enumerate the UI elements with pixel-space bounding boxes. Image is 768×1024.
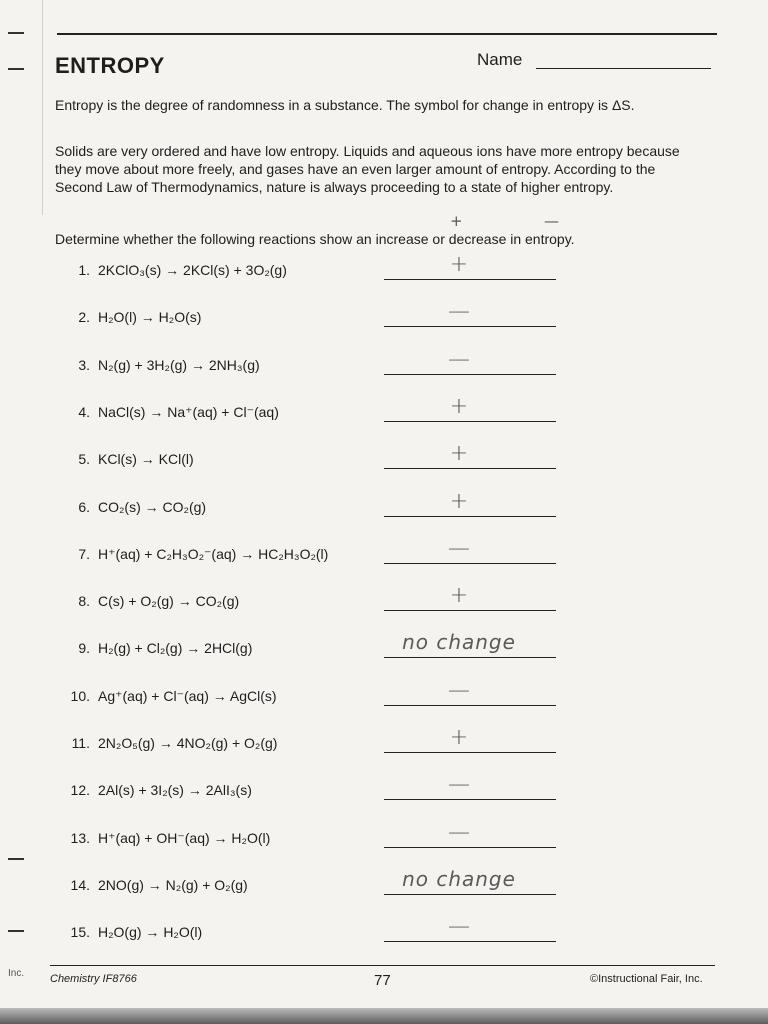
answer-blank[interactable]	[384, 705, 556, 706]
margin-mark	[8, 68, 24, 70]
reaction-number: 15.	[70, 924, 90, 940]
intro-paragraph-1: Entropy is the degree of randomness in a substance. The symbol for change in entropy is ΔS.	[55, 97, 635, 113]
reaction-equation: 2KClO₃(s) → 2KCl(s) + 3O₂(g)	[98, 262, 287, 278]
reaction-equation: H₂O(g) → H₂O(l)	[98, 924, 203, 940]
answer-value: —	[448, 772, 470, 797]
reaction-row	[56, 357, 386, 373]
page-title: ENTROPY	[55, 53, 165, 78]
answer-value: +	[449, 441, 469, 466]
reaction-equation: CO₂(s) → CO₂(g)	[98, 499, 207, 515]
page-number: 77	[374, 972, 391, 989]
reaction-row	[56, 688, 386, 705]
reaction-equation: KCl(s) → KCl(l)	[98, 451, 194, 467]
reaction-number: 3.	[78, 357, 90, 373]
reaction-equation: 2Al(s) + 3I₂(s) → 2AlI₃(s)	[98, 782, 252, 798]
answer-blank[interactable]	[384, 847, 556, 848]
reaction-number: 6.	[78, 499, 90, 515]
reaction-number: 7.	[78, 546, 90, 562]
reaction-row	[56, 830, 386, 847]
answer-value: —	[448, 299, 470, 324]
reaction-equation: H₂(g) + Cl₂(g) → 2HCl(g)	[98, 640, 253, 656]
reaction-equation: N₂(g) + 3H₂(g) → 2NH₃(g)	[98, 357, 260, 373]
reaction-equation: 2NO(g) → N₂(g) + O₂(g)	[98, 877, 248, 893]
reaction-row	[56, 404, 386, 421]
answer-value: —	[448, 914, 470, 939]
reaction-equation: C(s) + O₂(g) → CO₂(g)	[98, 593, 240, 609]
name-label: Name	[477, 50, 523, 69]
edge-text: Inc.	[8, 968, 25, 979]
answer-value: no change	[402, 630, 516, 654]
reaction-row	[56, 640, 386, 656]
reaction-number: 11.	[71, 735, 90, 751]
reaction-row	[56, 451, 386, 467]
answer-blank[interactable]	[384, 610, 556, 611]
answer-value: +	[449, 394, 469, 419]
answer-value: —	[448, 820, 470, 845]
reaction-equation: H₂O(l) → H₂O(s)	[98, 309, 202, 325]
reaction-row	[56, 309, 386, 325]
answer-blank[interactable]	[384, 563, 556, 564]
answer-blank[interactable]	[384, 752, 556, 753]
reaction-number: 14.	[70, 877, 90, 893]
reaction-equation: 2N₂O₅(g) → 4NO₂(g) + O₂(g)	[98, 735, 278, 751]
reaction-row	[56, 924, 386, 940]
answer-blank[interactable]	[384, 941, 556, 942]
answer-value: +	[449, 252, 469, 277]
answer-value: +	[449, 725, 469, 750]
reaction-number: 5.	[78, 451, 90, 467]
answer-value: no change	[402, 867, 516, 891]
answer-blank[interactable]	[384, 326, 556, 327]
footer-book-code: Chemistry IF8766	[50, 973, 137, 985]
reaction-number: 2.	[78, 309, 90, 325]
instructions: Determine whether the following reactions show an increase or decrease in entropy.	[55, 231, 575, 247]
answer-blank[interactable]	[384, 279, 556, 280]
reaction-number: 12.	[70, 782, 90, 798]
reaction-equation: NaCl(s) → Na⁺(aq) + Cl⁻(aq)	[98, 404, 279, 420]
reaction-number: 9.	[78, 640, 90, 656]
reaction-equation: Ag⁺(aq) + Cl⁻(aq) → AgCl(s)	[98, 688, 277, 704]
reaction-row	[56, 262, 386, 278]
answer-blank[interactable]	[384, 374, 556, 375]
reaction-number: 10.	[70, 688, 90, 704]
name-field-line	[536, 68, 711, 69]
answer-blank[interactable]	[384, 516, 556, 517]
handwritten-minus-mark: —	[544, 212, 559, 230]
footer-copyright: ©Instructional Fair, Inc.	[590, 973, 703, 985]
margin-line	[42, 0, 43, 215]
margin-mark	[8, 858, 24, 860]
answer-blank[interactable]	[384, 894, 556, 895]
top-rule	[57, 33, 717, 35]
reaction-row	[56, 735, 386, 751]
answer-value: —	[448, 678, 470, 703]
answer-value: —	[448, 347, 470, 372]
reaction-number: 1.	[78, 262, 90, 278]
answer-blank[interactable]	[384, 421, 556, 422]
reaction-number: 8.	[78, 593, 90, 609]
handwritten-plus-mark: +	[450, 212, 463, 230]
answer-blank[interactable]	[384, 657, 556, 658]
reaction-row	[56, 593, 386, 609]
reaction-equation: H⁺(aq) + OH⁻(aq) → H₂O(l)	[98, 830, 271, 846]
answer-value: +	[449, 489, 469, 514]
intro-paragraph-2: Solids are very ordered and have low entropy. Liquids and aqueous ions have more entropy because they move about more freely, and gases have an even larger amount of entropy. According to the Second Law of Thermodynamics, nature is always proceeding to a state of higher entropy.	[55, 143, 680, 195]
reaction-row	[56, 546, 386, 563]
margin-mark	[8, 32, 24, 34]
reaction-row	[56, 877, 386, 893]
reaction-equation: H⁺(aq) + C₂H₃O₂⁻(aq) → HC₂H₃O₂(l)	[98, 546, 329, 562]
reaction-number: 4.	[78, 404, 90, 420]
answer-value: —	[448, 536, 470, 561]
answer-blank[interactable]	[384, 468, 556, 469]
answer-value: +	[449, 583, 469, 608]
footer-rule	[50, 965, 715, 966]
reaction-row	[56, 782, 386, 798]
reaction-number: 13.	[70, 830, 90, 846]
reaction-row	[56, 499, 386, 515]
answer-blank[interactable]	[384, 799, 556, 800]
scan-bottom-edge	[0, 1008, 768, 1024]
margin-mark	[8, 930, 24, 932]
